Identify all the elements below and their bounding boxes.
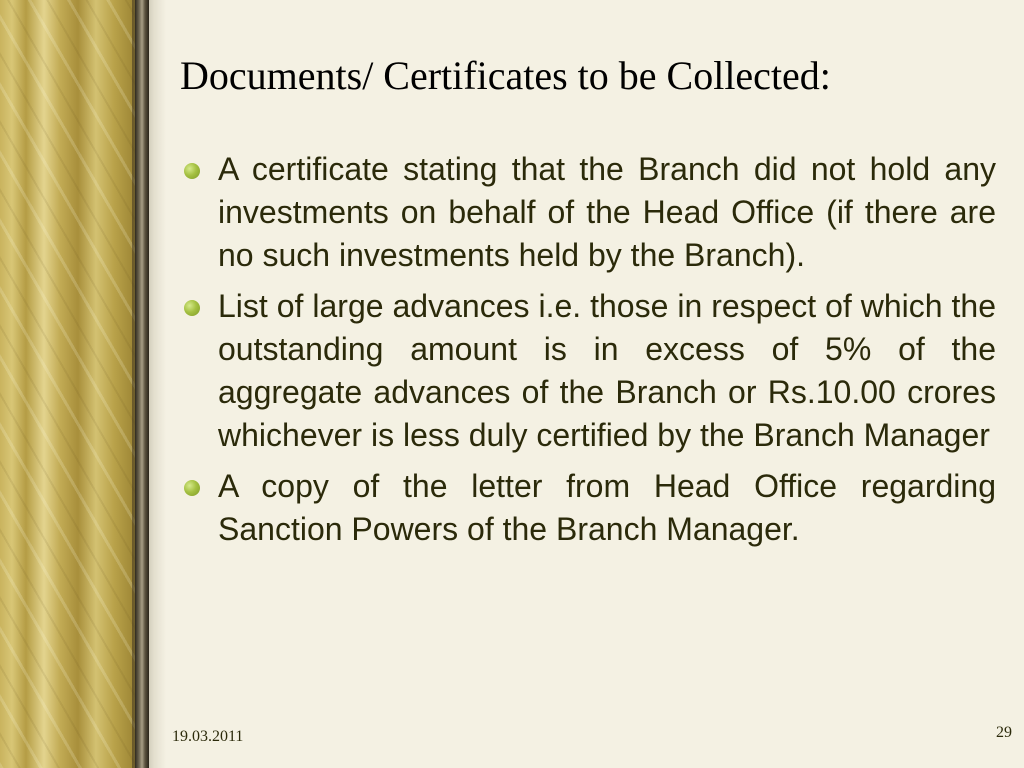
bullet-dot-icon bbox=[184, 163, 200, 179]
decorative-bar bbox=[135, 0, 149, 768]
bullet-item bbox=[182, 285, 996, 457]
slide-title: Documents/ Certificates to be Collected: bbox=[180, 53, 831, 98]
slide-number: 29 bbox=[996, 724, 1012, 741]
footer-date: 19.03.2011 bbox=[172, 728, 244, 745]
bullet-item bbox=[182, 148, 996, 277]
bullet-text: A copy of the letter from Head Office regarding Sanction Powers of the Branch Manager. bbox=[218, 468, 996, 547]
bullet-text: List of large advances i.e. those in respect of which the outstanding amount is in excess of 5% of the aggregate advances of the Branch or Rs.10.00 crores whichever is less duly certified by the Branch Manager bbox=[218, 288, 996, 453]
bullet-item bbox=[182, 465, 996, 551]
bullet-text: A certificate stating that the Branch did not hold any investments on behalf of the Head Office (if there are no such investments held by the Branch). bbox=[218, 151, 996, 273]
bullet-dot-icon bbox=[184, 300, 200, 316]
decorative-gold-panel bbox=[0, 0, 135, 768]
bullet-dot-icon bbox=[184, 480, 200, 496]
bullet-list bbox=[182, 148, 996, 559]
